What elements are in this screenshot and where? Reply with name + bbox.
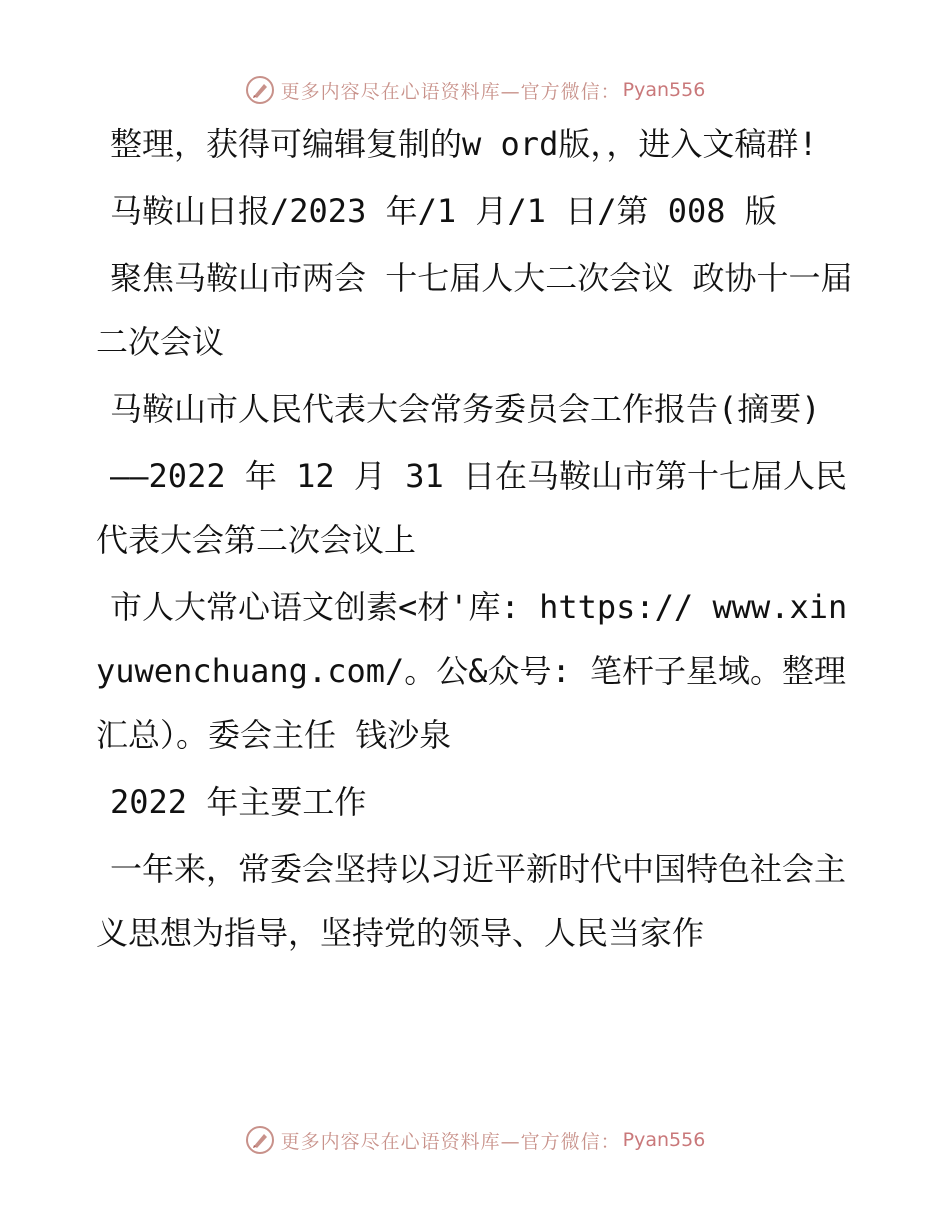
paragraph-body-text: 一年来，常委会坚持以习近平新时代中国特色社会主义思想为指导，坚持党的领导、人民当家作 <box>96 850 847 952</box>
paragraph-section-heading: 聚焦马鞍山市两会 十七届人大二次会议 政协十一届二次会议 <box>96 259 853 361</box>
header-watermark <box>0 72 950 108</box>
paragraph-work-heading: 2022 年主要工作 <box>110 783 367 821</box>
paragraph-source-line: 马鞍山日报/2023 年/1 月/1 日/第 008 版 <box>110 192 777 230</box>
document-body <box>96 112 866 968</box>
brush-pen-logo-icon <box>245 1125 275 1155</box>
watermark-wechat-id: Pyan556 <box>622 79 706 101</box>
paragraph-report-subtitle: ——2022 年 12 月 31 日在马鞍山市第十七届人民代表大会第二次会议上 <box>96 457 847 559</box>
watermark-label: 更多内容尽在心语资料库—官方微信： <box>280 1130 621 1153</box>
paragraph-intro: 整理，获得可编辑复制的w ord版，，进入文稿群! <box>110 125 818 163</box>
brush-pen-logo-icon <box>245 75 275 105</box>
paragraph-author-line: 市人大常心语文创素<材'库: https:// www.xinyuwenchuang.com/。公&众号: 笔杆子星域。整理汇总）。委会主任 钱沙泉 <box>96 588 848 754</box>
footer-watermark <box>0 1122 950 1158</box>
watermark-label: 更多内容尽在心语资料库—官方微信： <box>280 80 621 103</box>
paragraph-report-title: 马鞍山市人民代表大会常务委员会工作报告(摘要) <box>110 390 821 428</box>
watermark-wechat-id: Pyan556 <box>622 1129 706 1151</box>
